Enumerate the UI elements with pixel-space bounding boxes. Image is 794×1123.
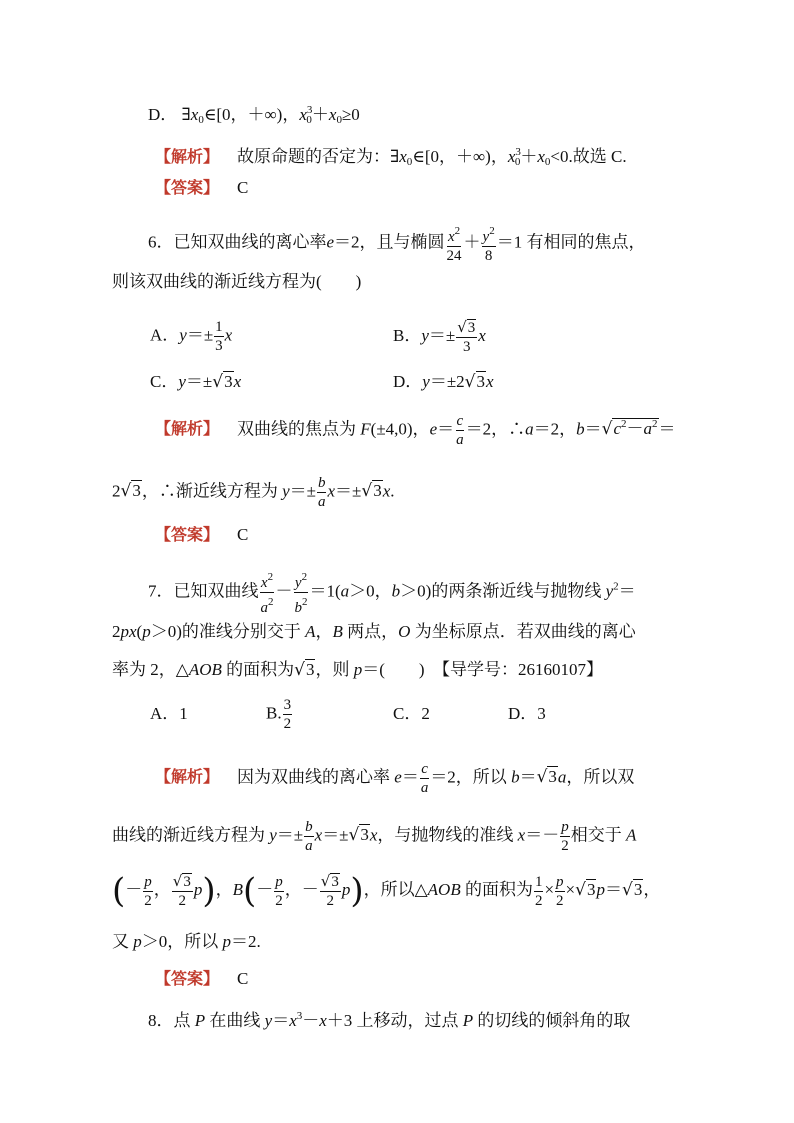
q7-stem-line2: 2px(p＞0)的准线分别交于 A，B 两点，O 为坐标原点．若双曲线的离心	[112, 622, 636, 641]
q7-analysis-line2: 曲线的渐近线方程为 y＝± $\frac{b}{a}$ x＝±√3x，与抛物线的准线 x＝－ $\frac{p}{2}$ 相交于 A	[112, 819, 637, 854]
q5-answer-value: C	[237, 178, 249, 197]
answer-tag: 【答案】	[155, 178, 220, 197]
q6-option-c: C．y＝±√3x	[150, 372, 242, 392]
q7-answer	[155, 967, 248, 991]
q7-stem-line3: 率为 2，△AOB 的面积为√3，则 p＝( ) 【导学号：26160107】	[112, 660, 604, 680]
q7-number: 7．	[148, 581, 174, 601]
q6-analysis-line2: 2√3，∴渐近线方程为 y＝± $\frac{b}{a}$ x＝±√3x.	[112, 475, 395, 510]
answer-tag: 【答案】	[155, 969, 220, 988]
q7-guide-number: 【导学号：26160107】	[441, 660, 604, 679]
q5-option-d-label: D．	[148, 105, 178, 124]
q8-number: 8．	[148, 1011, 174, 1030]
q6-option-a: A．y＝± $\frac{1}{3}$ x	[150, 319, 233, 354]
q6-number: 6．	[148, 232, 174, 252]
q6-analysis-line1: 【解析】 双曲线的焦点为 F(±4,0)，e＝ $\frac{c}{a}$ ＝2，∴a＝2，$b=√c^2-a^2=$	[155, 413, 676, 448]
q6-option-b: B．y＝± $\frac{√3}{3}$ x	[393, 318, 486, 355]
q6-stem-line1: 6．已知双曲线的离心率e＝2，且与椭圆 $\frac{x^2}{24}$ ＋ $\frac{y^2}{8}$ ＝1 有相同的焦点，	[148, 222, 645, 265]
q6-answer-value: C	[237, 525, 249, 544]
q7-answer-value: C	[237, 969, 249, 988]
q5-answer	[155, 176, 248, 200]
q7-stem-line1: 7．已知双曲线 $\frac{x^2}{a^2}$ － $\frac{y^2}{b^2}$ ＝1(a＞0，b＞0)的两条渐近线与抛物线 $y^2=$	[148, 568, 636, 617]
analysis-tag: 【解析】	[155, 419, 220, 439]
q7-option-a: A．1	[150, 704, 188, 723]
fraction: $\frac{x^2}{24}$	[446, 222, 463, 265]
q7-option-c: C．2	[393, 704, 430, 723]
q6-stem-line2: 则该双曲线的渐近线方程为( )	[112, 272, 362, 291]
q7-option-d: D．3	[508, 704, 546, 723]
q5-analysis: 【解析】 故原命题的否定为：$\exists x_0\in[0$，＋∞)，$x^3_0+x_0<0$.故选 C.	[155, 146, 627, 168]
q7-option-b: B. $\frac{3}{2}$	[266, 697, 292, 732]
q7-analysis-line1: 【解析】 因为双曲线的离心率 e＝ $\frac{c}{a}$ ＝2，所以 b＝√3a，所以双	[155, 761, 635, 796]
fraction: $\frac{y^2}{8}$	[482, 222, 496, 265]
q6-answer	[155, 523, 248, 547]
q5-option-d: D． $\exists x_0\in[0$，＋∞)，$x^3_0+x_0\ge 0$	[148, 104, 360, 126]
analysis-tag: 【解析】	[155, 767, 220, 787]
answer-tag: 【答案】	[155, 525, 220, 544]
q6-option-d: D．y＝±2√3x	[393, 372, 494, 392]
analysis-tag: 【解析】	[155, 147, 220, 166]
q7-analysis-line3: (－ $\frac{p}{2}$ ， $\frac{√3}{2}$ p)，B(－ $\frac{p}{2}$ ，－ $\frac{√3}{2}$ p)，所以△AOB 的面积为 $\frac{1}{2}$ × $\frac{p}{2}$ ×√3p＝√3，	[112, 871, 661, 911]
q8-stem-line1: 8．点 P 在曲线 $y=x^3-x+3$ 上移动，过点 P 的切线的倾斜角的取	[148, 1010, 631, 1030]
q7-analysis-line4: 又 p＞0，所以 p＝2.	[112, 932, 261, 951]
